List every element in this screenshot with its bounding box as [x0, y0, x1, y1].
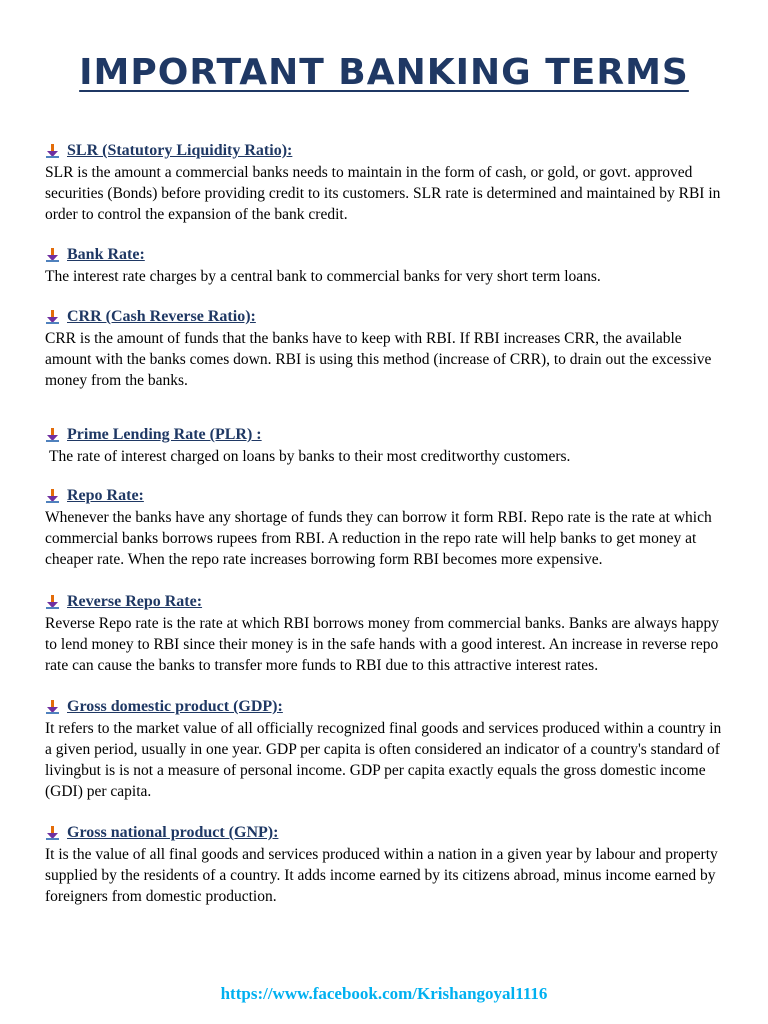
term-heading-text: SLR (Statutory Liquidity Ratio): — [67, 142, 293, 159]
term-reverse-repo-rate — [45, 591, 725, 676]
term-heading — [45, 424, 725, 446]
term-heading-text: Gross national product (GNP): — [67, 824, 279, 841]
facebook-link[interactable]: https://www.facebook.com/Krishangoyal1116 — [220, 984, 548, 1003]
term-heading-text: Bank Rate: — [67, 246, 145, 263]
term-description: The rate of interest charged on loans by banks to their most creditworthy customers. — [49, 448, 571, 465]
arrow-down-bullet-icon — [45, 594, 61, 610]
arrow-down-bullet-icon — [45, 488, 61, 504]
term-description: The interest rate charges by a central bank to commercial banks for very short term loans. — [45, 268, 601, 285]
term-heading-text: Gross domestic product (GDP): — [67, 698, 283, 715]
term-heading-text: CRR (Cash Reverse Ratio): — [67, 308, 256, 325]
term-description: SLR is the amount a commercial banks needs to maintain in the form of cash, or gold, or govt. approved securities (Bonds) before providing credit to its customers. SLR rate is determined and maintained by RBI in order to control the expansion of the bank credit. — [45, 164, 721, 223]
page-title: IMPORTANT BANKING TERMS — [79, 52, 689, 93]
term-gnp — [45, 822, 725, 907]
arrow-down-bullet-icon — [45, 247, 61, 263]
term-description: CRR is the amount of funds that the banks have to keep with RBI. If RBI increases CRR, the available amount with the banks comes down. RBI is using this method (increase of CRR), to drain out the excessive money from the banks. — [45, 330, 712, 389]
terms-list — [45, 140, 725, 907]
term-crr — [45, 306, 725, 391]
arrow-down-bullet-icon — [45, 699, 61, 715]
term-description: It refers to the market value of all officially recognized final goods and services produced within a country in a given period, usually in one year. GDP per capita is often considered an indicator of a country's standard of livingbut is is not a measure of personal income. GDP per capita exactly equals the gross domestic income (GDI) per capita. — [45, 720, 722, 800]
term-description: It is the value of all final goods and services produced within a nation in a given year by labour and property supplied by the residents of a country. It adds income earned by its citizens abroad, minus income earned by foreigners from domestic production. — [45, 846, 718, 905]
arrow-down-bullet-icon — [45, 309, 61, 325]
term-description: Whenever the banks have any shortage of funds they can borrow it form RBI. Repo rate is the rate at which commercial banks borrows rupees from RBI. A reduction in the repo rate will help banks to get money at cheaper rate. When the repo rate increases borrowing form RBI becomes more expensive. — [45, 509, 712, 568]
term-heading — [45, 591, 725, 613]
arrow-down-bullet-icon — [45, 427, 61, 443]
term-heading — [45, 822, 725, 844]
term-gdp — [45, 696, 725, 802]
term-heading — [45, 244, 725, 266]
term-slr — [45, 140, 725, 225]
term-heading-text: Prime Lending Rate (PLR) : — [67, 426, 262, 443]
term-heading — [45, 696, 725, 718]
term-heading — [45, 306, 725, 328]
term-plr — [45, 424, 725, 467]
term-heading-text: Reverse Repo Rate: — [67, 593, 203, 610]
term-heading — [45, 140, 725, 162]
term-heading-text: Repo Rate: — [67, 487, 144, 504]
term-repo-rate — [45, 485, 725, 570]
term-heading — [45, 485, 725, 507]
term-description: Reverse Repo rate is the rate at which RBI borrows money from commercial banks. Banks are always happy to lend money to RBI since their money is in the safe hands with a good interest. An increase in reverse repo rate can cause the banks to transfer more funds to RBI due to this attractive interest rates. — [45, 615, 720, 674]
arrow-down-bullet-icon — [45, 825, 61, 841]
arrow-down-bullet-icon — [45, 143, 61, 159]
term-bank-rate — [45, 244, 725, 287]
